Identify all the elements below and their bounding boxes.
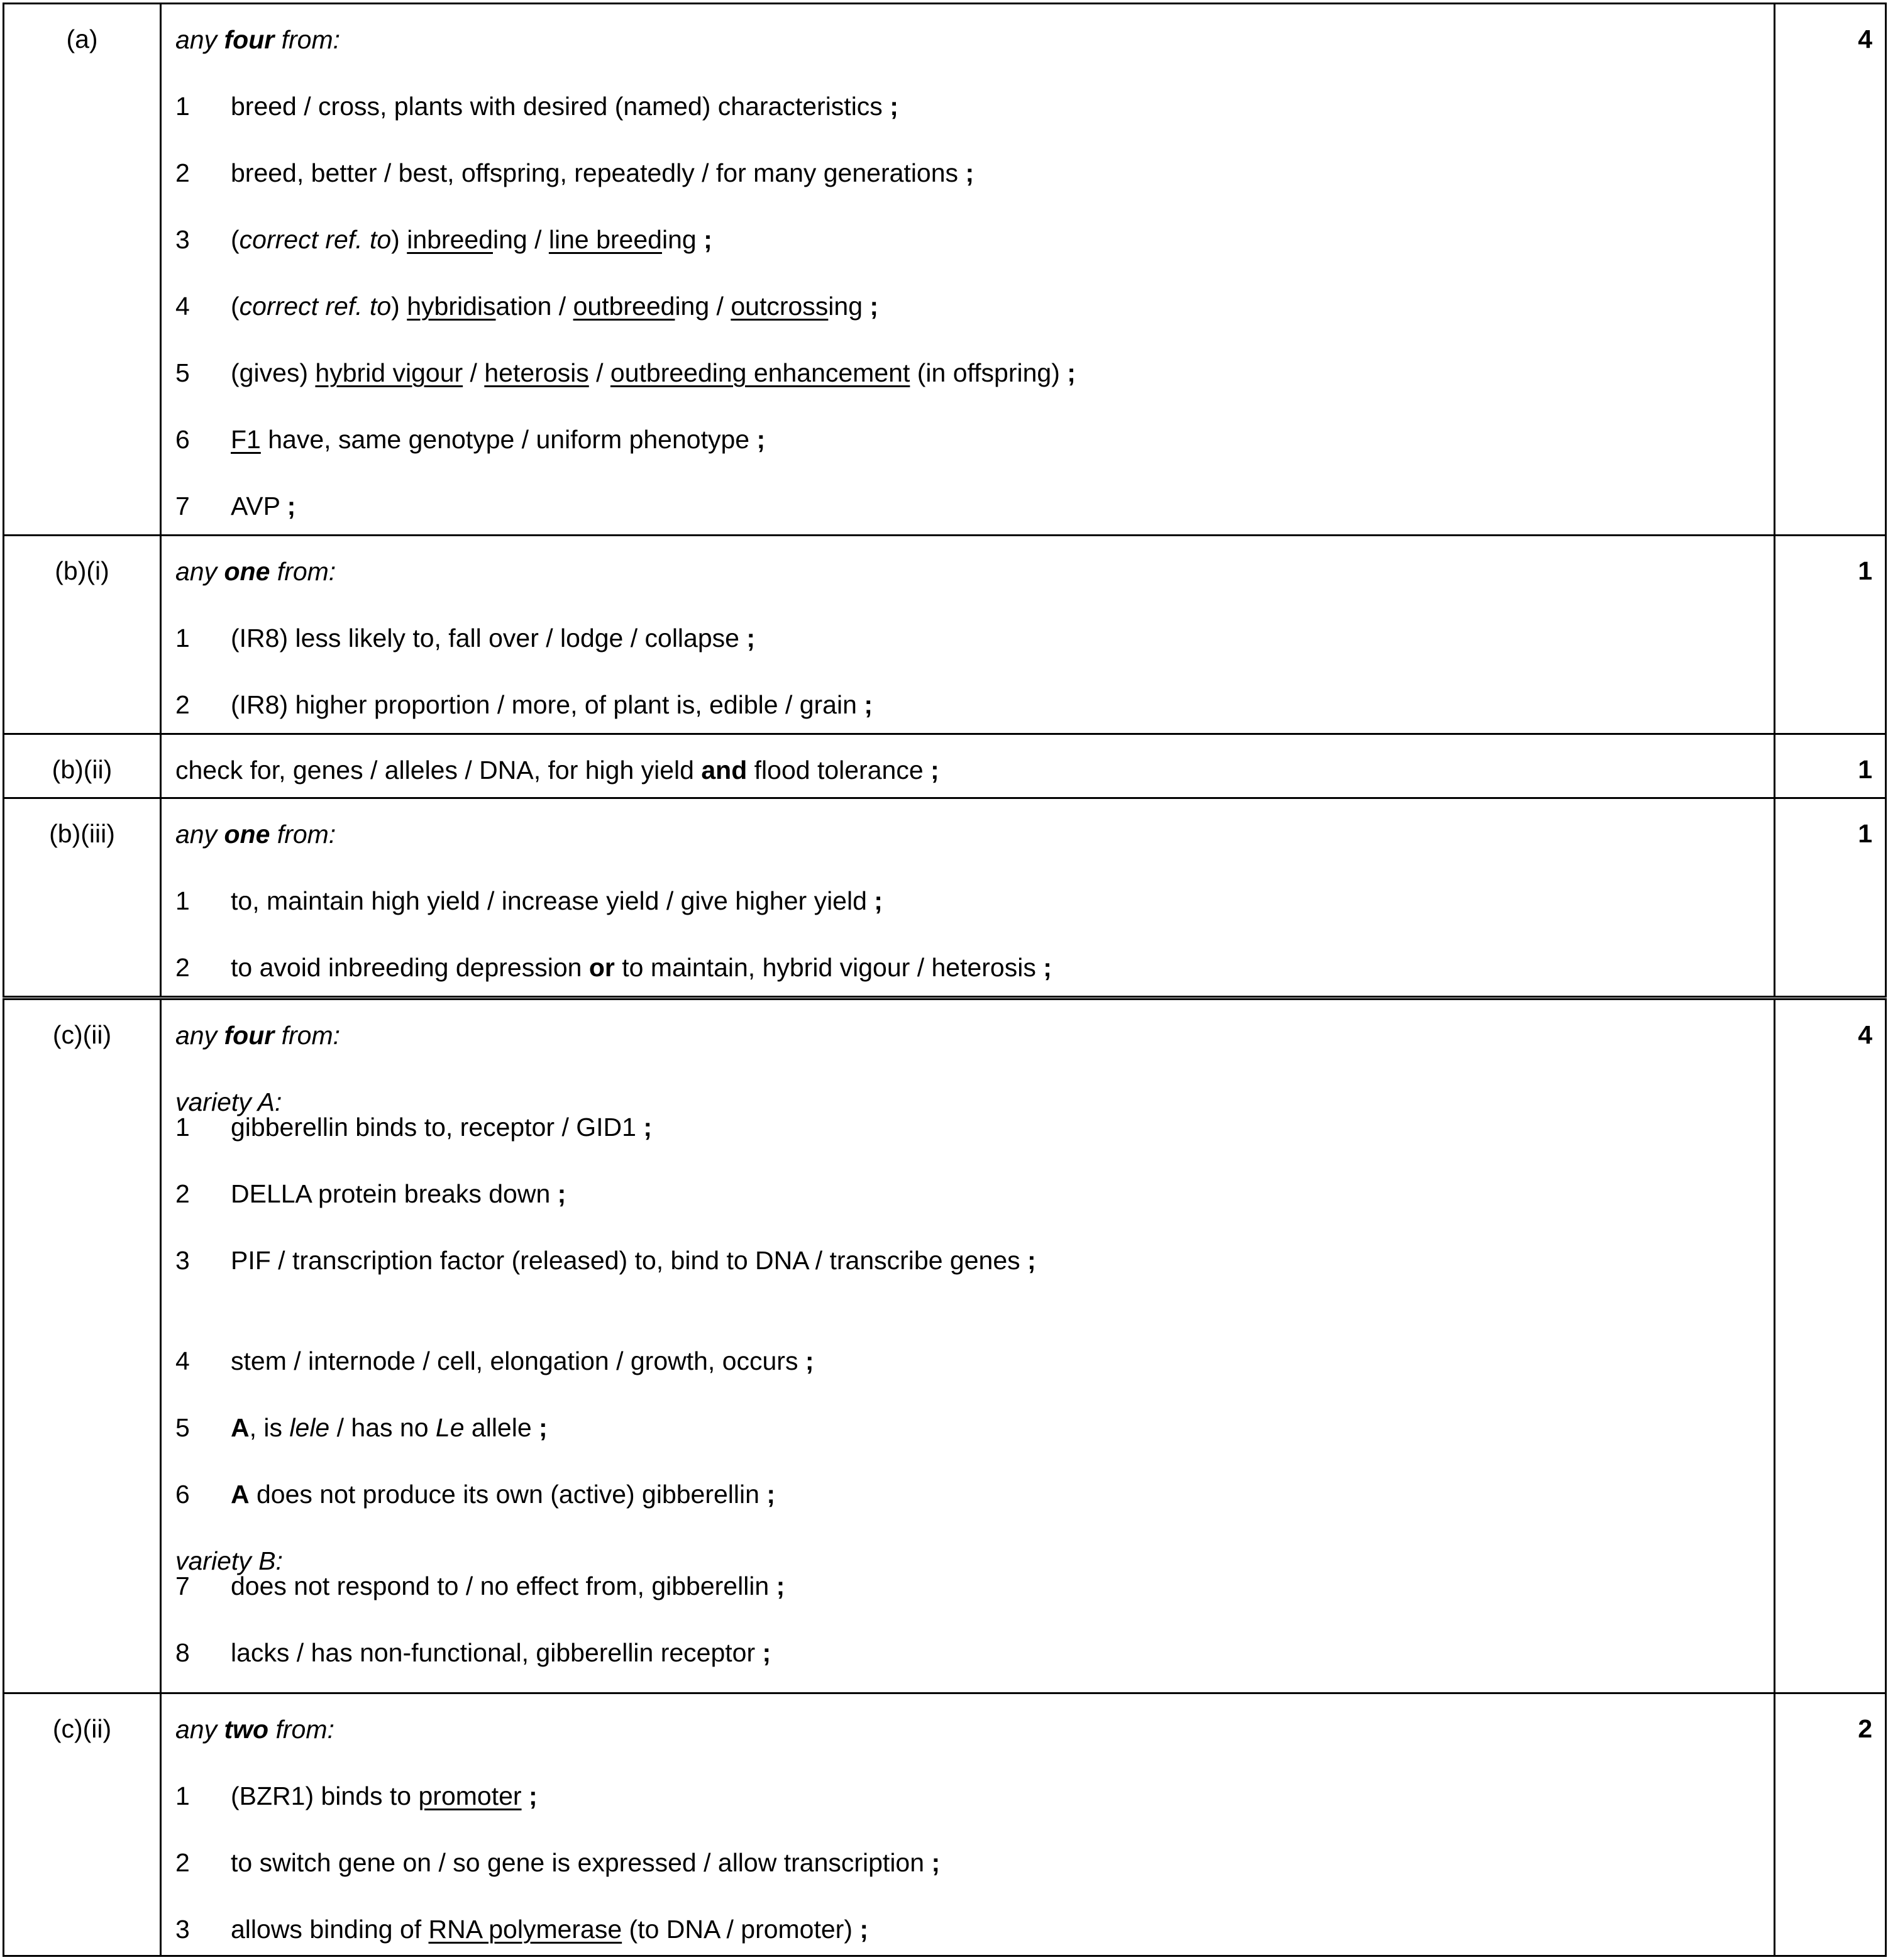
question-number: (b)(i) [4, 536, 161, 734]
intro-line: any four from: [175, 1021, 340, 1050]
intro-line: any two from: [175, 1715, 334, 1744]
marks: 1 [1775, 734, 1886, 798]
list-item: 5 (gives) hybrid vigour / heterosis / outbreeding enhancement (in offspring) ; [175, 358, 1076, 387]
list-item: 1 to, maintain high yield / increase yield / give higher yield ; [175, 886, 883, 915]
row-a [4, 4, 1886, 536]
marks: 4 [1775, 999, 1886, 1693]
list-item: 7 does not respond to / no effect from, gibberellin ; [175, 1572, 785, 1600]
question-number: (a) [4, 4, 161, 536]
list-item: 6 A does not produce its own (active) gibberellin ; [175, 1480, 776, 1509]
intro-line: any one from: [175, 557, 336, 586]
row-c-ii-first [4, 999, 1886, 1693]
answer-cell [161, 798, 1775, 997]
marks: 1 [1775, 536, 1886, 734]
list-item: 2 (IR8) higher proportion / more, of plant is, edible / grain ; [175, 690, 873, 719]
intro-line: any four from: [175, 25, 340, 54]
row-b-iii [4, 798, 1886, 997]
mark-scheme-table-2 [3, 998, 1887, 1957]
answer-cell [161, 536, 1775, 734]
sub-heading: variety B: [175, 1546, 283, 1575]
list-item: 2 to avoid inbreeding depression or to maintain, hybrid vigour / heterosis ; [175, 953, 1052, 982]
marks: 1 [1775, 798, 1886, 997]
list-item: 2 DELLA protein breaks down ; [175, 1179, 566, 1208]
answer-cell [161, 734, 1775, 798]
list-item: 3 (correct ref. to) inbreeding / line breeding ; [175, 225, 712, 254]
list-item: 1 breed / cross, plants with desired (named) characteristics ; [175, 92, 898, 121]
row-c-ii-second [4, 1693, 1886, 1956]
list-item: 4 (correct ref. to) hybridisation / outbreeding / outcrossing ; [175, 292, 879, 321]
list-item: 7 AVP ; [175, 492, 296, 520]
answer-line: check for, genes / alleles / DNA, for high yield and flood tolerance ; [175, 756, 939, 785]
marks: 4 [1775, 4, 1886, 536]
list-item: 6 F1 have, same genotype / uniform phenotype ; [175, 425, 766, 454]
list-item: 2 to switch gene on / so gene is expressed / allow transcription ; [175, 1848, 941, 1877]
row-b-ii [4, 734, 1886, 798]
list-item: 5 A, is lele / has no Le allele ; [175, 1413, 548, 1442]
list-item: 3 PIF / transcription factor (released) to, bind to DNA / transcribe genes ; [175, 1246, 1036, 1275]
row-b-i [4, 536, 1886, 734]
list-item: 8 lacks / has non-functional, gibberellin receptor ; [175, 1638, 771, 1667]
list-item: 3 allows binding of RNA polymerase (to DNA / promoter) ; [175, 1915, 869, 1944]
sub-heading: variety A: [175, 1087, 282, 1116]
mark-scheme-table-1 [3, 3, 1887, 998]
answer-cell [161, 999, 1775, 1693]
marks: 2 [1775, 1693, 1886, 1956]
list-item: 1 (BZR1) binds to promoter ; [175, 1781, 538, 1810]
list-item: 1 (IR8) less likely to, fall over / lodge / collapse ; [175, 624, 756, 652]
question-number: (b)(iii) [4, 798, 161, 997]
answer-cell [161, 4, 1775, 536]
list-item: 2 breed, better / best, offspring, repeatedly / for many generations ; [175, 158, 974, 187]
list-item: 1 gibberellin binds to, receptor / GID1 ; [175, 1113, 653, 1142]
question-number: (b)(ii) [4, 734, 161, 798]
answer-cell [161, 1693, 1775, 1956]
question-number: (c)(ii) [4, 999, 161, 1693]
intro-line: any one from: [175, 820, 336, 849]
question-number: (c)(ii) [4, 1693, 161, 1956]
list-item: 4 stem / internode / cell, elongation / growth, occurs ; [175, 1346, 814, 1375]
